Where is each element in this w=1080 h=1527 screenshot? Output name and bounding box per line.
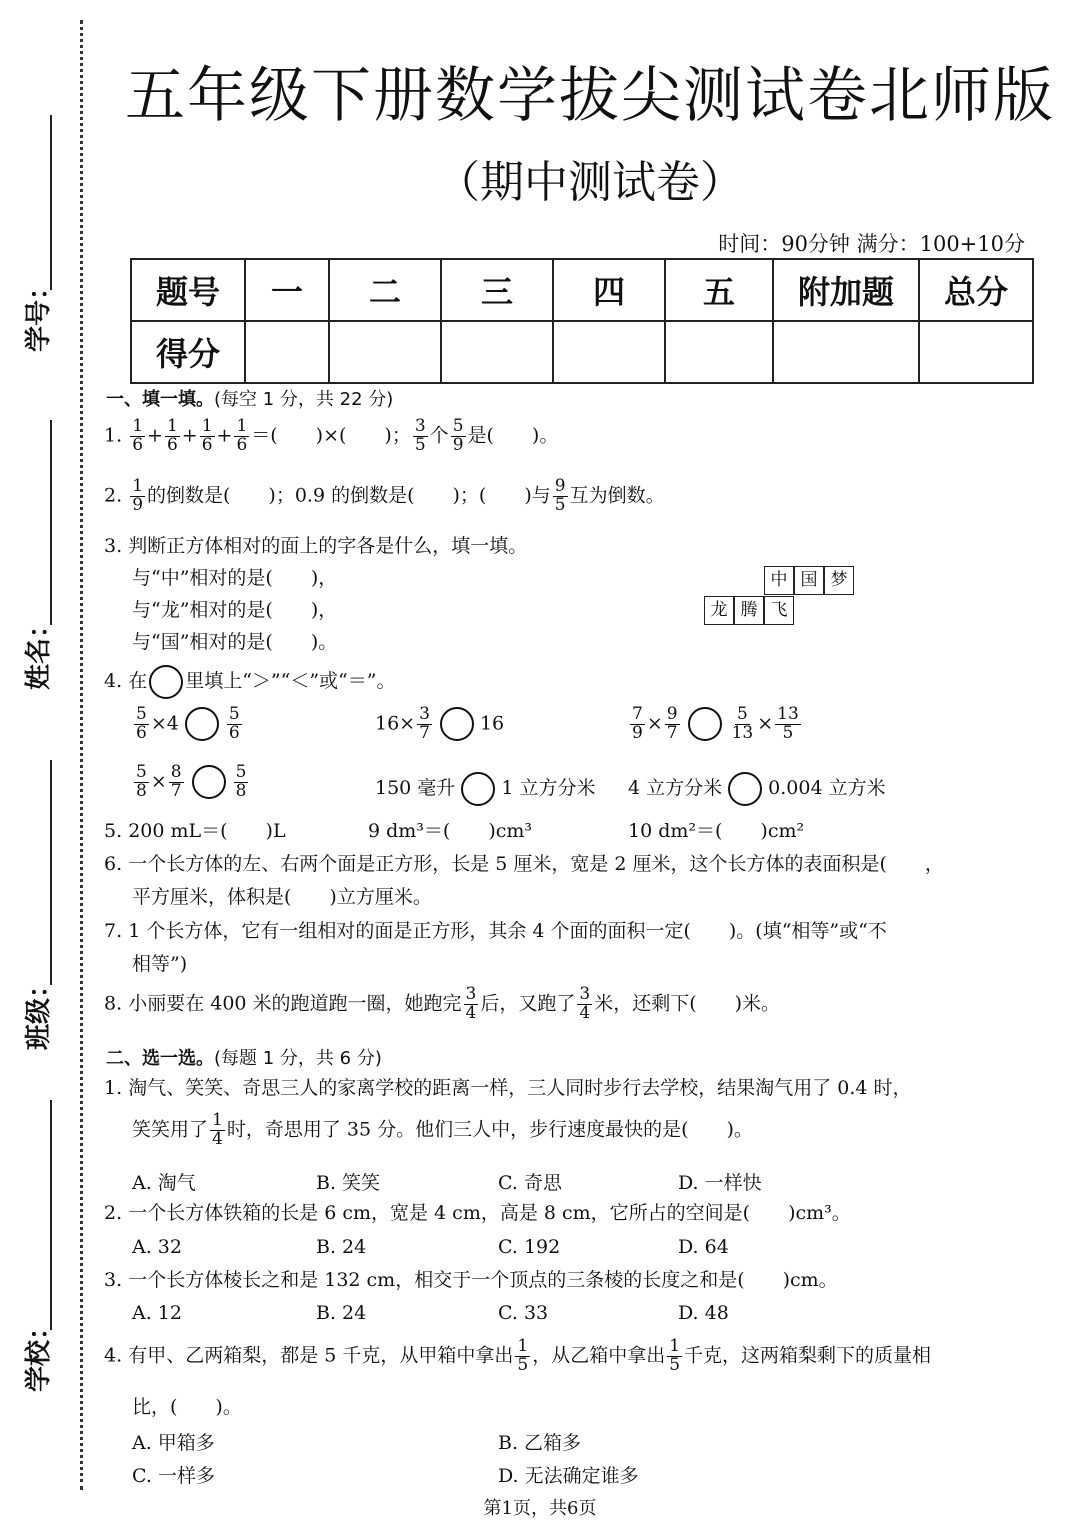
question-text: ，从乙箱中拿出 bbox=[532, 1344, 666, 1367]
fraction: $\frac{1}{6}$ bbox=[201, 416, 213, 455]
fraction: $\frac{5}{6}$ bbox=[136, 704, 147, 743]
compare-circle[interactable] bbox=[440, 707, 474, 741]
option-a[interactable]: A. 甲箱多 bbox=[132, 1432, 215, 1454]
question-number: 8. bbox=[104, 992, 123, 1015]
fraction: $\frac{3}{7}$ bbox=[419, 704, 430, 743]
cube-net-cell: 国 bbox=[794, 566, 824, 595]
question-text: 笑笑用了 bbox=[132, 1118, 209, 1141]
compare-item bbox=[375, 772, 595, 806]
question-1-6 bbox=[104, 853, 944, 876]
option-b[interactable]: B. 笑笑 bbox=[316, 1172, 381, 1194]
question-text: 是( )。 bbox=[467, 424, 559, 447]
exam-title: 五年级下册数学拔尖测试卷北师版 bbox=[125, 61, 1055, 131]
option-d[interactable]: D. 48 bbox=[678, 1302, 729, 1324]
score-header-cell: 一 bbox=[245, 259, 329, 321]
cube-net-cell: 梦 bbox=[824, 566, 854, 595]
name-line bbox=[50, 420, 52, 625]
compare-item bbox=[132, 764, 250, 801]
question-2-4 bbox=[104, 1338, 931, 1375]
option-d[interactable]: D. 一样快 bbox=[678, 1172, 762, 1194]
compare-item bbox=[375, 706, 504, 743]
exam-subtitle: （期中测试卷） bbox=[436, 157, 744, 208]
fraction: $\frac{9}{5}$ bbox=[554, 476, 566, 515]
question-number: 5. bbox=[104, 820, 123, 842]
cube-net-cell: 腾 bbox=[734, 596, 764, 625]
score-header-cell: 四 bbox=[553, 259, 665, 321]
score-table bbox=[130, 258, 1034, 384]
plus-sign: + bbox=[181, 424, 198, 447]
score-table-score-row bbox=[131, 321, 1033, 383]
section2-title: 二、选一选。 bbox=[106, 1048, 214, 1069]
question-number: 1. bbox=[104, 1077, 123, 1099]
question-number: 4. bbox=[104, 670, 123, 692]
option-d[interactable]: D. 无法确定谁多 bbox=[498, 1465, 639, 1487]
question-text: 米，还剩下( )米。 bbox=[594, 992, 781, 1015]
fraction: $\frac{8}{7}$ bbox=[170, 762, 182, 801]
plus-sign: + bbox=[216, 424, 233, 447]
cube-net-cell: 龙 bbox=[704, 596, 734, 625]
question-text: 小丽要在 400 米的跑道跑一圈，她跑完 bbox=[128, 992, 462, 1015]
compare-circle[interactable] bbox=[185, 707, 219, 741]
fraction: $\frac{1}{6}$ bbox=[166, 416, 178, 455]
fraction: $\frac{3}{4}$ bbox=[465, 984, 477, 1023]
compare-item bbox=[628, 772, 886, 806]
question-text: 的倒数是( )；0.9 的倒数是( )；( )与 bbox=[147, 484, 551, 507]
question-1-3-line1: 与“中”相对的是( )， bbox=[132, 567, 338, 589]
student-id-line bbox=[50, 115, 52, 290]
question-2-1 bbox=[104, 1077, 912, 1100]
score-cell[interactable] bbox=[441, 321, 553, 383]
score-header-cell: 题号 bbox=[131, 259, 245, 321]
option-b[interactable]: B. 24 bbox=[316, 1236, 367, 1258]
class-line bbox=[50, 760, 52, 985]
score-cell[interactable] bbox=[665, 321, 773, 383]
question-text: 有甲、乙两箱梨，都是 5 千克，从甲箱中拿出 bbox=[128, 1344, 514, 1367]
time-info: 时间：90分钟 满分：100+10分 bbox=[718, 232, 1025, 256]
expr-text: 16 bbox=[479, 712, 505, 735]
question-number: 7. bbox=[104, 920, 123, 942]
question-1-4 bbox=[104, 665, 395, 699]
option-b[interactable]: B. 乙箱多 bbox=[498, 1432, 582, 1454]
question-1-3 bbox=[104, 535, 527, 558]
cube-net-cell: 飞 bbox=[764, 596, 794, 625]
compare-circle[interactable] bbox=[461, 772, 495, 806]
question-text: 里填上“＞”“＜”或“＝”。 bbox=[185, 670, 396, 692]
score-cell[interactable] bbox=[919, 321, 1033, 383]
question-text: 一个长方体的左、右两个面是正方形，长是 5 厘米，宽是 2 厘米，这个长方体的表面积是( ， bbox=[128, 853, 944, 875]
fraction: $\frac{1}{9}$ bbox=[132, 476, 144, 515]
question-number: 2. bbox=[104, 484, 123, 507]
school-label: 学校： bbox=[24, 1313, 54, 1392]
section1-note: (每空 1 分，共 22 分) bbox=[214, 389, 394, 410]
question-1-8 bbox=[104, 986, 780, 1023]
question-number: 3. bbox=[104, 535, 123, 557]
cube-net-cell: 中 bbox=[764, 566, 794, 595]
score-cell[interactable] bbox=[245, 321, 329, 383]
fraction: $\frac{1}{4}$ bbox=[212, 1110, 223, 1149]
score-header-cell: 总分 bbox=[919, 259, 1033, 321]
expr-text: × bbox=[150, 770, 167, 793]
question-1-1 bbox=[104, 418, 558, 455]
score-cell[interactable] bbox=[773, 321, 919, 383]
fraction: $\frac{1}{5}$ bbox=[517, 1336, 529, 1375]
score-header-cell: 五 bbox=[665, 259, 773, 321]
question-1-6-line2: 平方厘米，体积是( )立方厘米。 bbox=[132, 886, 432, 908]
student-id-label: 学号： bbox=[24, 273, 54, 352]
plus-sign: + bbox=[147, 424, 163, 447]
question-1-5b: 9 dm³＝( )cm³ bbox=[368, 820, 533, 842]
option-c[interactable]: C. 33 bbox=[498, 1302, 549, 1324]
fraction: $\frac{1}{6}$ bbox=[236, 416, 248, 455]
question-1-2 bbox=[104, 478, 665, 515]
question-text: ＝( )×( )； bbox=[251, 424, 411, 447]
section1-title: 一、填一填。 bbox=[106, 389, 214, 410]
fraction: $\frac{1}{5}$ bbox=[669, 1336, 681, 1375]
score-header-cell: 二 bbox=[329, 259, 441, 321]
compare-circle[interactable] bbox=[688, 707, 722, 741]
question-text: 在 bbox=[128, 670, 148, 692]
expr-text: × bbox=[646, 712, 663, 735]
question-text: 一个长方体铁箱的长是 6 cm，宽是 4 cm，高是 8 cm，它所占的空间是( )cm³。 bbox=[128, 1202, 851, 1224]
question-1-3-line3: 与“国”相对的是( )。 bbox=[132, 631, 338, 653]
compare-item bbox=[132, 706, 244, 743]
option-c[interactable]: C. 奇思 bbox=[498, 1172, 562, 1194]
score-table-header-row bbox=[131, 259, 1033, 321]
fraction: $\frac{3}{4}$ bbox=[579, 984, 591, 1023]
name-label: 姓名： bbox=[24, 611, 54, 690]
question-text: 个 bbox=[429, 424, 449, 447]
fraction: $\frac{5}{9}$ bbox=[452, 416, 464, 455]
option-c[interactable]: C. 一样多 bbox=[132, 1465, 215, 1487]
section2-heading bbox=[106, 1044, 382, 1070]
expr-text: 4 立方分米 bbox=[628, 777, 723, 799]
expr-text: 0.004 立方米 bbox=[768, 777, 886, 799]
fraction: $\frac{3}{5}$ bbox=[414, 416, 426, 455]
question-text: 互为倒数。 bbox=[569, 484, 665, 507]
fraction: $\frac{5}{8}$ bbox=[136, 762, 147, 801]
option-c[interactable]: C. 192 bbox=[498, 1236, 561, 1258]
option-a[interactable]: A. 32 bbox=[132, 1236, 182, 1258]
question-1-3-line2: 与“龙”相对的是( )， bbox=[132, 599, 338, 621]
expr-text: ×4 bbox=[150, 712, 179, 735]
compare-item bbox=[628, 706, 803, 743]
question-1-7-line2: 相等”) bbox=[132, 953, 188, 975]
question-number: 1. bbox=[104, 424, 123, 447]
score-row-label: 得分 bbox=[131, 321, 245, 383]
score-header-cell: 三 bbox=[441, 259, 553, 321]
compare-circle[interactable] bbox=[728, 772, 762, 806]
question-1-5c: 10 dm²＝( )cm² bbox=[628, 820, 805, 842]
fraction: $\frac{5}{8}$ bbox=[235, 762, 247, 801]
score-header-cell: 附加题 bbox=[773, 259, 919, 321]
fraction: $\frac{9}{7}$ bbox=[666, 704, 678, 743]
compare-circle-example bbox=[149, 665, 183, 699]
score-cell[interactable] bbox=[329, 321, 441, 383]
fraction: $\frac{5}{13}$ bbox=[731, 704, 754, 743]
question-number: 6. bbox=[104, 853, 123, 875]
question-text: 时，奇思用了 35 分。他们三人中，步行速度最快的是( )。 bbox=[226, 1118, 753, 1141]
option-a[interactable]: A. 淘气 bbox=[132, 1172, 196, 1194]
expr-text: 1 立方分米 bbox=[501, 777, 596, 799]
section2-note: (每题 1 分，共 6 分) bbox=[214, 1048, 382, 1069]
fraction: $\frac{13}{5}$ bbox=[777, 704, 799, 743]
question-text: 后，又跑了 bbox=[480, 992, 576, 1015]
question-1-7 bbox=[104, 920, 887, 943]
question-2-3 bbox=[104, 1269, 838, 1292]
expr-text: × bbox=[757, 712, 774, 735]
question-2-4-line2: 比，( )。 bbox=[132, 1396, 242, 1418]
question-text: 200 mL＝( )L bbox=[128, 820, 286, 842]
question-number: 2. bbox=[104, 1202, 123, 1224]
question-number: 4. bbox=[104, 1344, 123, 1367]
question-1-5 bbox=[104, 820, 286, 843]
option-d[interactable]: D. 64 bbox=[678, 1236, 729, 1258]
question-text: 1 个长方体，它有一组相对的面是正方形，其余 4 个面的面积一定( )。(填“相等”或“不 bbox=[128, 920, 887, 942]
question-text: 判断正方体相对的面上的字各是什么，填一填。 bbox=[128, 535, 528, 557]
option-a[interactable]: A. 12 bbox=[132, 1302, 182, 1324]
school-line bbox=[50, 1100, 52, 1330]
fraction: $\frac{7}{9}$ bbox=[632, 704, 643, 743]
question-text: 一个长方体棱长之和是 132 cm，相交于一个顶点的三条棱的长度之和是( )cm。 bbox=[128, 1269, 838, 1291]
question-number: 3. bbox=[104, 1269, 123, 1291]
expr-text: 150 毫升 bbox=[375, 777, 456, 799]
question-text: 淘气、笑笑、奇思三人的家离学校的距离一样，三人同时步行去学校，结果淘气用了 0.4 时， bbox=[128, 1077, 912, 1099]
class-label: 班级： bbox=[24, 971, 54, 1050]
compare-circle[interactable] bbox=[192, 765, 226, 799]
expr-text: 16× bbox=[375, 712, 416, 735]
fraction: $\frac{5}{6}$ bbox=[228, 704, 240, 743]
fraction: $\frac{1}{6}$ bbox=[132, 416, 144, 455]
question-2-1-line2 bbox=[132, 1112, 753, 1149]
question-text: 千克，这两箱梨剩下的质量相 bbox=[684, 1344, 932, 1367]
score-cell[interactable] bbox=[553, 321, 665, 383]
section1-heading bbox=[106, 385, 393, 411]
option-b[interactable]: B. 24 bbox=[316, 1302, 367, 1324]
page-footer: 第1页，共6页 bbox=[483, 1498, 597, 1519]
question-2-2 bbox=[104, 1202, 851, 1225]
dotted-cut-line bbox=[80, 20, 83, 1490]
